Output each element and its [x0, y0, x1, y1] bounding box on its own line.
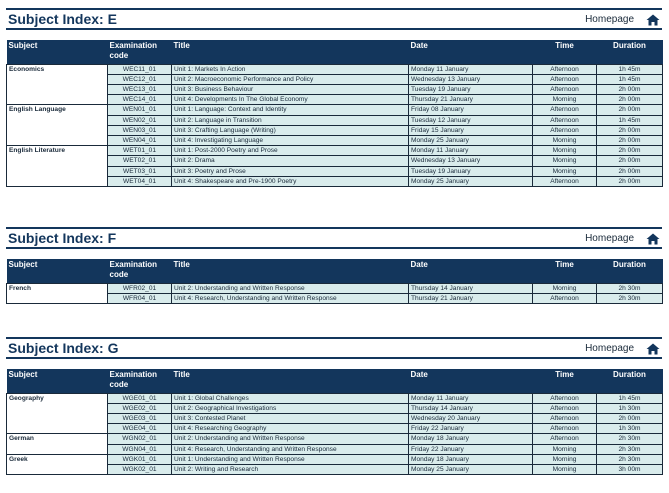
duration-cell: 2h 00m	[597, 84, 663, 94]
table-row	[7, 283, 663, 293]
homepage-link[interactable]: Homepage	[585, 342, 634, 354]
exam-code-cell: WGK01_01	[108, 454, 172, 464]
title-cell: Unit 2: Language in Transition	[172, 115, 409, 125]
exam-table	[6, 259, 663, 304]
time-cell: Afternoon	[533, 125, 597, 135]
title-cell: Unit 3: Contested Planet	[172, 413, 409, 423]
title-cell: Unit 4: Research, Understanding and Written Response	[172, 293, 409, 303]
column-header-time: Time	[533, 40, 597, 64]
duration-cell: 2h 30m	[597, 293, 663, 303]
column-header-code: Examination code	[108, 369, 172, 393]
title-cell: Unit 1: Language: Context and Identity	[172, 105, 409, 115]
table-row	[7, 434, 663, 444]
exam-code-cell: WEN02_01	[108, 115, 172, 125]
subject-index-f	[6, 227, 662, 304]
column-header-duration: Duration	[597, 369, 663, 393]
home-nav	[585, 342, 660, 354]
title-cell: Unit 1: Markets In Action	[172, 64, 409, 74]
subject-name: German	[7, 434, 108, 454]
exam-code-cell: WEN01_01	[108, 105, 172, 115]
section-header	[6, 8, 662, 30]
time-cell: Morning	[533, 464, 597, 474]
duration-cell: 2h 00m	[597, 176, 663, 186]
title-cell: Unit 4: Shakespeare and Pre-1900 Poetry	[172, 176, 409, 186]
column-header-subject: Subject	[7, 259, 108, 283]
column-header-duration: Duration	[597, 259, 663, 283]
duration-cell: 2h 00m	[597, 413, 663, 423]
duration-cell: 2h 30m	[597, 283, 663, 293]
home-icon[interactable]	[646, 342, 660, 354]
section-header	[6, 337, 662, 359]
section-title: Subject Index: F	[8, 230, 117, 246]
table-row	[7, 454, 663, 464]
date-cell: Wednesday 20 January	[409, 413, 533, 423]
time-cell: Afternoon	[533, 115, 597, 125]
title-cell: Unit 1: Post-2000 Poetry and Prose	[172, 146, 409, 156]
title-cell: Unit 3: Poetry and Prose	[172, 166, 409, 176]
homepage-link[interactable]: Homepage	[585, 13, 634, 25]
time-cell: Morning	[533, 156, 597, 166]
title-cell: Unit 3: Crafting Language (Writing)	[172, 125, 409, 135]
time-cell: Afternoon	[533, 403, 597, 413]
date-cell: Thursday 21 January	[409, 95, 533, 105]
title-cell: Unit 3: Business Behaviour	[172, 84, 409, 94]
column-header-date: Date	[409, 369, 533, 393]
column-header-subject: Subject	[7, 40, 108, 64]
date-cell: Tuesday 19 January	[409, 84, 533, 94]
duration-cell: 2h 00m	[597, 135, 663, 145]
title-cell: Unit 2: Understanding and Written Response	[172, 434, 409, 444]
time-cell: Morning	[533, 444, 597, 454]
time-cell: Afternoon	[533, 74, 597, 84]
date-cell: Monday 25 January	[409, 464, 533, 474]
duration-cell: 1h 45m	[597, 115, 663, 125]
column-header-subject: Subject	[7, 369, 108, 393]
date-cell: Friday 08 January	[409, 105, 533, 115]
section-title: Subject Index: E	[8, 11, 117, 27]
column-header-title: Title	[172, 259, 409, 283]
exam-code-cell: WEN03_01	[108, 125, 172, 135]
column-header-title: Title	[172, 40, 409, 64]
column-header-duration: Duration	[597, 40, 663, 64]
subject-name: Geography	[7, 393, 108, 434]
date-cell: Monday 11 January	[409, 146, 533, 156]
time-cell: Morning	[533, 95, 597, 105]
time-cell: Afternoon	[533, 413, 597, 423]
subject-name: English Language	[7, 105, 108, 146]
time-cell: Afternoon	[533, 434, 597, 444]
date-cell: Tuesday 12 January	[409, 115, 533, 125]
title-cell: Unit 1: Global Challenges	[172, 393, 409, 403]
exam-code-cell: WEN04_01	[108, 135, 172, 145]
duration-cell: 1h 45m	[597, 74, 663, 84]
title-cell: Unit 2: Geographical Investigations	[172, 403, 409, 413]
section-title: Subject Index: G	[8, 340, 119, 356]
exam-code-cell: WGE03_01	[108, 413, 172, 423]
duration-cell: 2h 30m	[597, 434, 663, 444]
exam-code-cell: WGE01_01	[108, 393, 172, 403]
date-cell: Wednesday 13 January	[409, 156, 533, 166]
exam-table	[6, 369, 663, 475]
exam-code-cell: WGN02_01	[108, 434, 172, 444]
column-header-code: Examination code	[108, 40, 172, 64]
duration-cell: 2h 00m	[597, 105, 663, 115]
exam-code-cell: WET01_01	[108, 146, 172, 156]
date-cell: Monday 11 January	[409, 64, 533, 74]
time-cell: Morning	[533, 166, 597, 176]
table-row	[7, 146, 663, 156]
duration-cell: 2h 30m	[597, 444, 663, 454]
subject-name: French	[7, 283, 108, 303]
header-row	[7, 369, 663, 393]
title-cell: Unit 4: Investigating Language	[172, 135, 409, 145]
section-header	[6, 227, 662, 249]
date-cell: Monday 11 January	[409, 393, 533, 403]
date-cell: Tuesday 19 January	[409, 166, 533, 176]
time-cell: Morning	[533, 283, 597, 293]
column-header-date: Date	[409, 259, 533, 283]
date-cell: Monday 25 January	[409, 176, 533, 186]
duration-cell: 2h 00m	[597, 146, 663, 156]
title-cell: Unit 2: Writing and Research	[172, 464, 409, 474]
title-cell: Unit 2: Macroeconomic Performance and Policy	[172, 74, 409, 84]
time-cell: Afternoon	[533, 105, 597, 115]
time-cell: Morning	[533, 146, 597, 156]
exam-code-cell: WEC14_01	[108, 95, 172, 105]
duration-cell: 1h 45m	[597, 64, 663, 74]
duration-cell: 2h 00m	[597, 166, 663, 176]
date-cell: Thursday 14 January	[409, 403, 533, 413]
subject-index-e	[6, 8, 662, 187]
home-nav	[585, 232, 660, 244]
date-cell: Thursday 14 January	[409, 283, 533, 293]
date-cell: Friday 22 January	[409, 444, 533, 454]
exam-table	[6, 40, 663, 187]
column-header-code: Examination code	[108, 259, 172, 283]
column-header-title: Title	[172, 369, 409, 393]
table-row	[7, 393, 663, 403]
time-cell: Afternoon	[533, 64, 597, 74]
title-cell: Unit 2: Drama	[172, 156, 409, 166]
title-cell: Unit 1: Understanding and Written Response	[172, 454, 409, 464]
exam-code-cell: WGE02_01	[108, 403, 172, 413]
exam-code-cell: WET03_01	[108, 166, 172, 176]
date-cell: Wednesday 13 January	[409, 74, 533, 84]
exam-code-cell: WET04_01	[108, 176, 172, 186]
duration-cell: 2h 30m	[597, 454, 663, 464]
title-cell: Unit 2: Understanding and Written Response	[172, 283, 409, 293]
duration-cell: 2h 00m	[597, 95, 663, 105]
exam-code-cell: WFR04_01	[108, 293, 172, 303]
column-header-date: Date	[409, 40, 533, 64]
home-nav	[585, 13, 660, 25]
time-cell: Morning	[533, 454, 597, 464]
duration-cell: 3h 00m	[597, 464, 663, 474]
time-cell: Afternoon	[533, 424, 597, 434]
subject-index-g	[6, 337, 662, 475]
home-icon[interactable]	[646, 13, 660, 25]
exam-code-cell: WGE04_01	[108, 424, 172, 434]
home-icon[interactable]	[646, 232, 660, 244]
subject-name: Economics	[7, 64, 108, 105]
header-row	[7, 40, 663, 64]
table-row	[7, 105, 663, 115]
subject-name: English Literature	[7, 146, 108, 187]
exam-code-cell: WGN04_01	[108, 444, 172, 454]
homepage-link[interactable]: Homepage	[585, 232, 634, 244]
exam-code-cell: WFR02_01	[108, 283, 172, 293]
date-cell: Thursday 21 January	[409, 293, 533, 303]
time-cell: Afternoon	[533, 176, 597, 186]
date-cell: Monday 25 January	[409, 135, 533, 145]
title-cell: Unit 4: Developments In The Global Economy	[172, 95, 409, 105]
title-cell: Unit 4: Researching Geography	[172, 424, 409, 434]
duration-cell: 1h 45m	[597, 393, 663, 403]
time-cell: Afternoon	[533, 84, 597, 94]
table-row	[7, 64, 663, 74]
exam-code-cell: WEC13_01	[108, 84, 172, 94]
column-header-time: Time	[533, 369, 597, 393]
time-cell: Morning	[533, 135, 597, 145]
time-cell: Afternoon	[533, 293, 597, 303]
header-row	[7, 259, 663, 283]
exam-code-cell: WGK02_01	[108, 464, 172, 474]
exam-code-cell: WEC12_01	[108, 74, 172, 84]
subject-name: Greek	[7, 454, 108, 474]
exam-code-cell: WEC11_01	[108, 64, 172, 74]
time-cell: Afternoon	[533, 393, 597, 403]
duration-cell: 1h 30m	[597, 403, 663, 413]
duration-cell: 2h 00m	[597, 156, 663, 166]
column-header-time: Time	[533, 259, 597, 283]
date-cell: Monday 18 January	[409, 434, 533, 444]
date-cell: Friday 22 January	[409, 424, 533, 434]
date-cell: Friday 15 January	[409, 125, 533, 135]
duration-cell: 1h 30m	[597, 424, 663, 434]
duration-cell: 2h 00m	[597, 125, 663, 135]
exam-code-cell: WET02_01	[108, 156, 172, 166]
date-cell: Monday 18 January	[409, 454, 533, 464]
title-cell: Unit 4: Research, Understanding and Written Response	[172, 444, 409, 454]
